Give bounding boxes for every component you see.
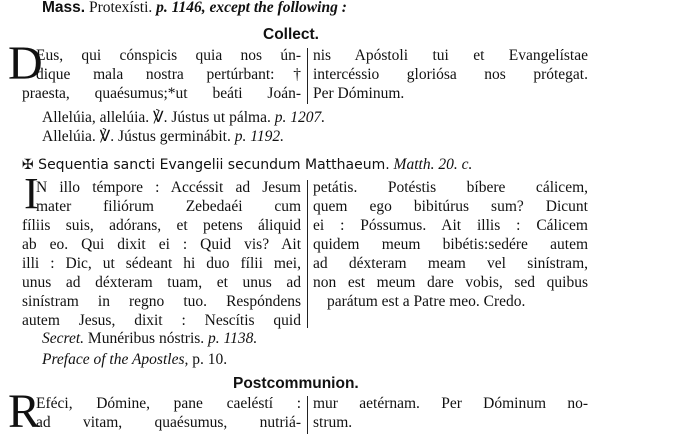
gospel-left-line-2: mater filiórum Zebedaéi cum (36, 198, 301, 215)
secret-text: Munéribus nóstris. (84, 330, 205, 347)
collect-column-divider (307, 48, 308, 104)
collect-left-column (36, 46, 301, 84)
gospel-right-column (313, 178, 588, 311)
secret-ref: p. 1138. (204, 330, 258, 347)
mass-proper-name: Protexísti. (85, 0, 157, 16)
postcommunion-right-column (313, 394, 588, 432)
postcommunion-left-column (36, 394, 301, 432)
postcommunion-column-divider (307, 396, 308, 434)
collect-line-3: praesta, quaésumus;*ut beáti Joán- (22, 85, 301, 102)
postcommunion-line-3: mur aetérnam. Per Dóminum no- (313, 395, 588, 412)
postcommunion-heading: Postcommunion. (233, 375, 359, 392)
postcommunion-line-1: Eféci, Dómine, pane caeléstí : (36, 395, 301, 412)
gospel-right-line-4: quidem meum bibétis:sedére autem (313, 236, 588, 253)
alleluia-line-2 (42, 127, 284, 146)
postcommunion-line-4: strum. (313, 414, 353, 431)
gospel-left-line-1: N illo témpore : Accéssit ad Jesum (36, 179, 301, 196)
gospel-left-line-6: unus ad déxteram tuam, et unus ad (22, 274, 301, 291)
collect-left-column-cont (22, 84, 301, 103)
gospel-reference: Matth. 20. c. (393, 156, 473, 173)
preface-text: Preface of the Apostles, (42, 351, 189, 368)
gospel-left-line-3: fíliis suis, adórans, et petens áliquid (22, 217, 301, 234)
gospel-right-line-6: non est meum dare vobis, sed quibus (313, 274, 588, 291)
collect-line-1: Eus, qui cónspicis quia nos ún- (36, 47, 301, 64)
gospel-right-line-5: ad déxteram meam vel sinístram, (313, 255, 588, 272)
gospel-right-line-7: parátum est a Patre meo. Credo. (327, 293, 526, 310)
secret-line (42, 329, 257, 348)
collect-heading: Collect. (263, 26, 319, 43)
collect-line-2: dique mala nostra pertúrbant:† (36, 66, 301, 83)
mass-page-reference: p. 1146, except the following : (156, 0, 347, 16)
gospel-left-line-5: illi : Dic, ut sédeant hi duo fílii mei, (22, 255, 301, 272)
mass-label: Mass. (42, 0, 86, 16)
gospel-left-column (36, 178, 301, 216)
alleluia-text-2: Allelúia. ℣. Jústus germinábit. (42, 128, 231, 145)
gospel-right-line-2: quem ego bibitúrus sum? Dicunt (313, 198, 588, 215)
postcommunion-line-2: ad vitam, quaésumus, nutriá- (36, 414, 301, 431)
postcommunion-drop-cap: R (8, 385, 41, 438)
gospel-column-divider (307, 180, 308, 328)
alleluia-ref-1: p. 1207. (274, 109, 326, 126)
preface-ref: p. 10. (188, 351, 228, 368)
collect-right-column (313, 46, 588, 103)
preface-line (42, 350, 227, 369)
mass-line (42, 0, 347, 17)
collect-line-4: nis Apóstoli tui et Evangelístae (313, 47, 588, 64)
alleluia-ref-2: p. 1192. (234, 128, 284, 145)
collect-drop-cap: D (8, 37, 43, 90)
gospel-left-line-4: ab eo. Qui dixit ei : Quid vis? Ait (22, 236, 301, 253)
gospel-heading-line (22, 155, 472, 175)
collect-line-5: intercéssio gloriósa nos prótegat. (313, 66, 588, 83)
gospel-right-line-3: ei : Póssumus. Ait illis : Cálicem (313, 217, 588, 234)
gospel-left-column-cont (22, 216, 301, 330)
gospel-left-line-8: autem Jesus, dixit : Nescítis quid (22, 312, 301, 329)
gospel-heading: ✠ Sequentia sancti Evangelii secundum Matthaeum. (22, 157, 390, 173)
gospel-left-line-7: sinístram in regno tuo. Respóndens (22, 293, 301, 310)
gospel-right-line-1: petátis. Potéstis bíbere cálicem, (313, 179, 588, 196)
gospel-drop-cap: I (24, 169, 39, 218)
secret-label: Secret. (42, 330, 85, 347)
alleluia-line-1 (42, 108, 325, 127)
alleluia-text-1: Allelúia, allelúia. ℣. Jústus ut pálma. (42, 109, 271, 126)
collect-line-6: Per Dóminum. (313, 85, 405, 102)
